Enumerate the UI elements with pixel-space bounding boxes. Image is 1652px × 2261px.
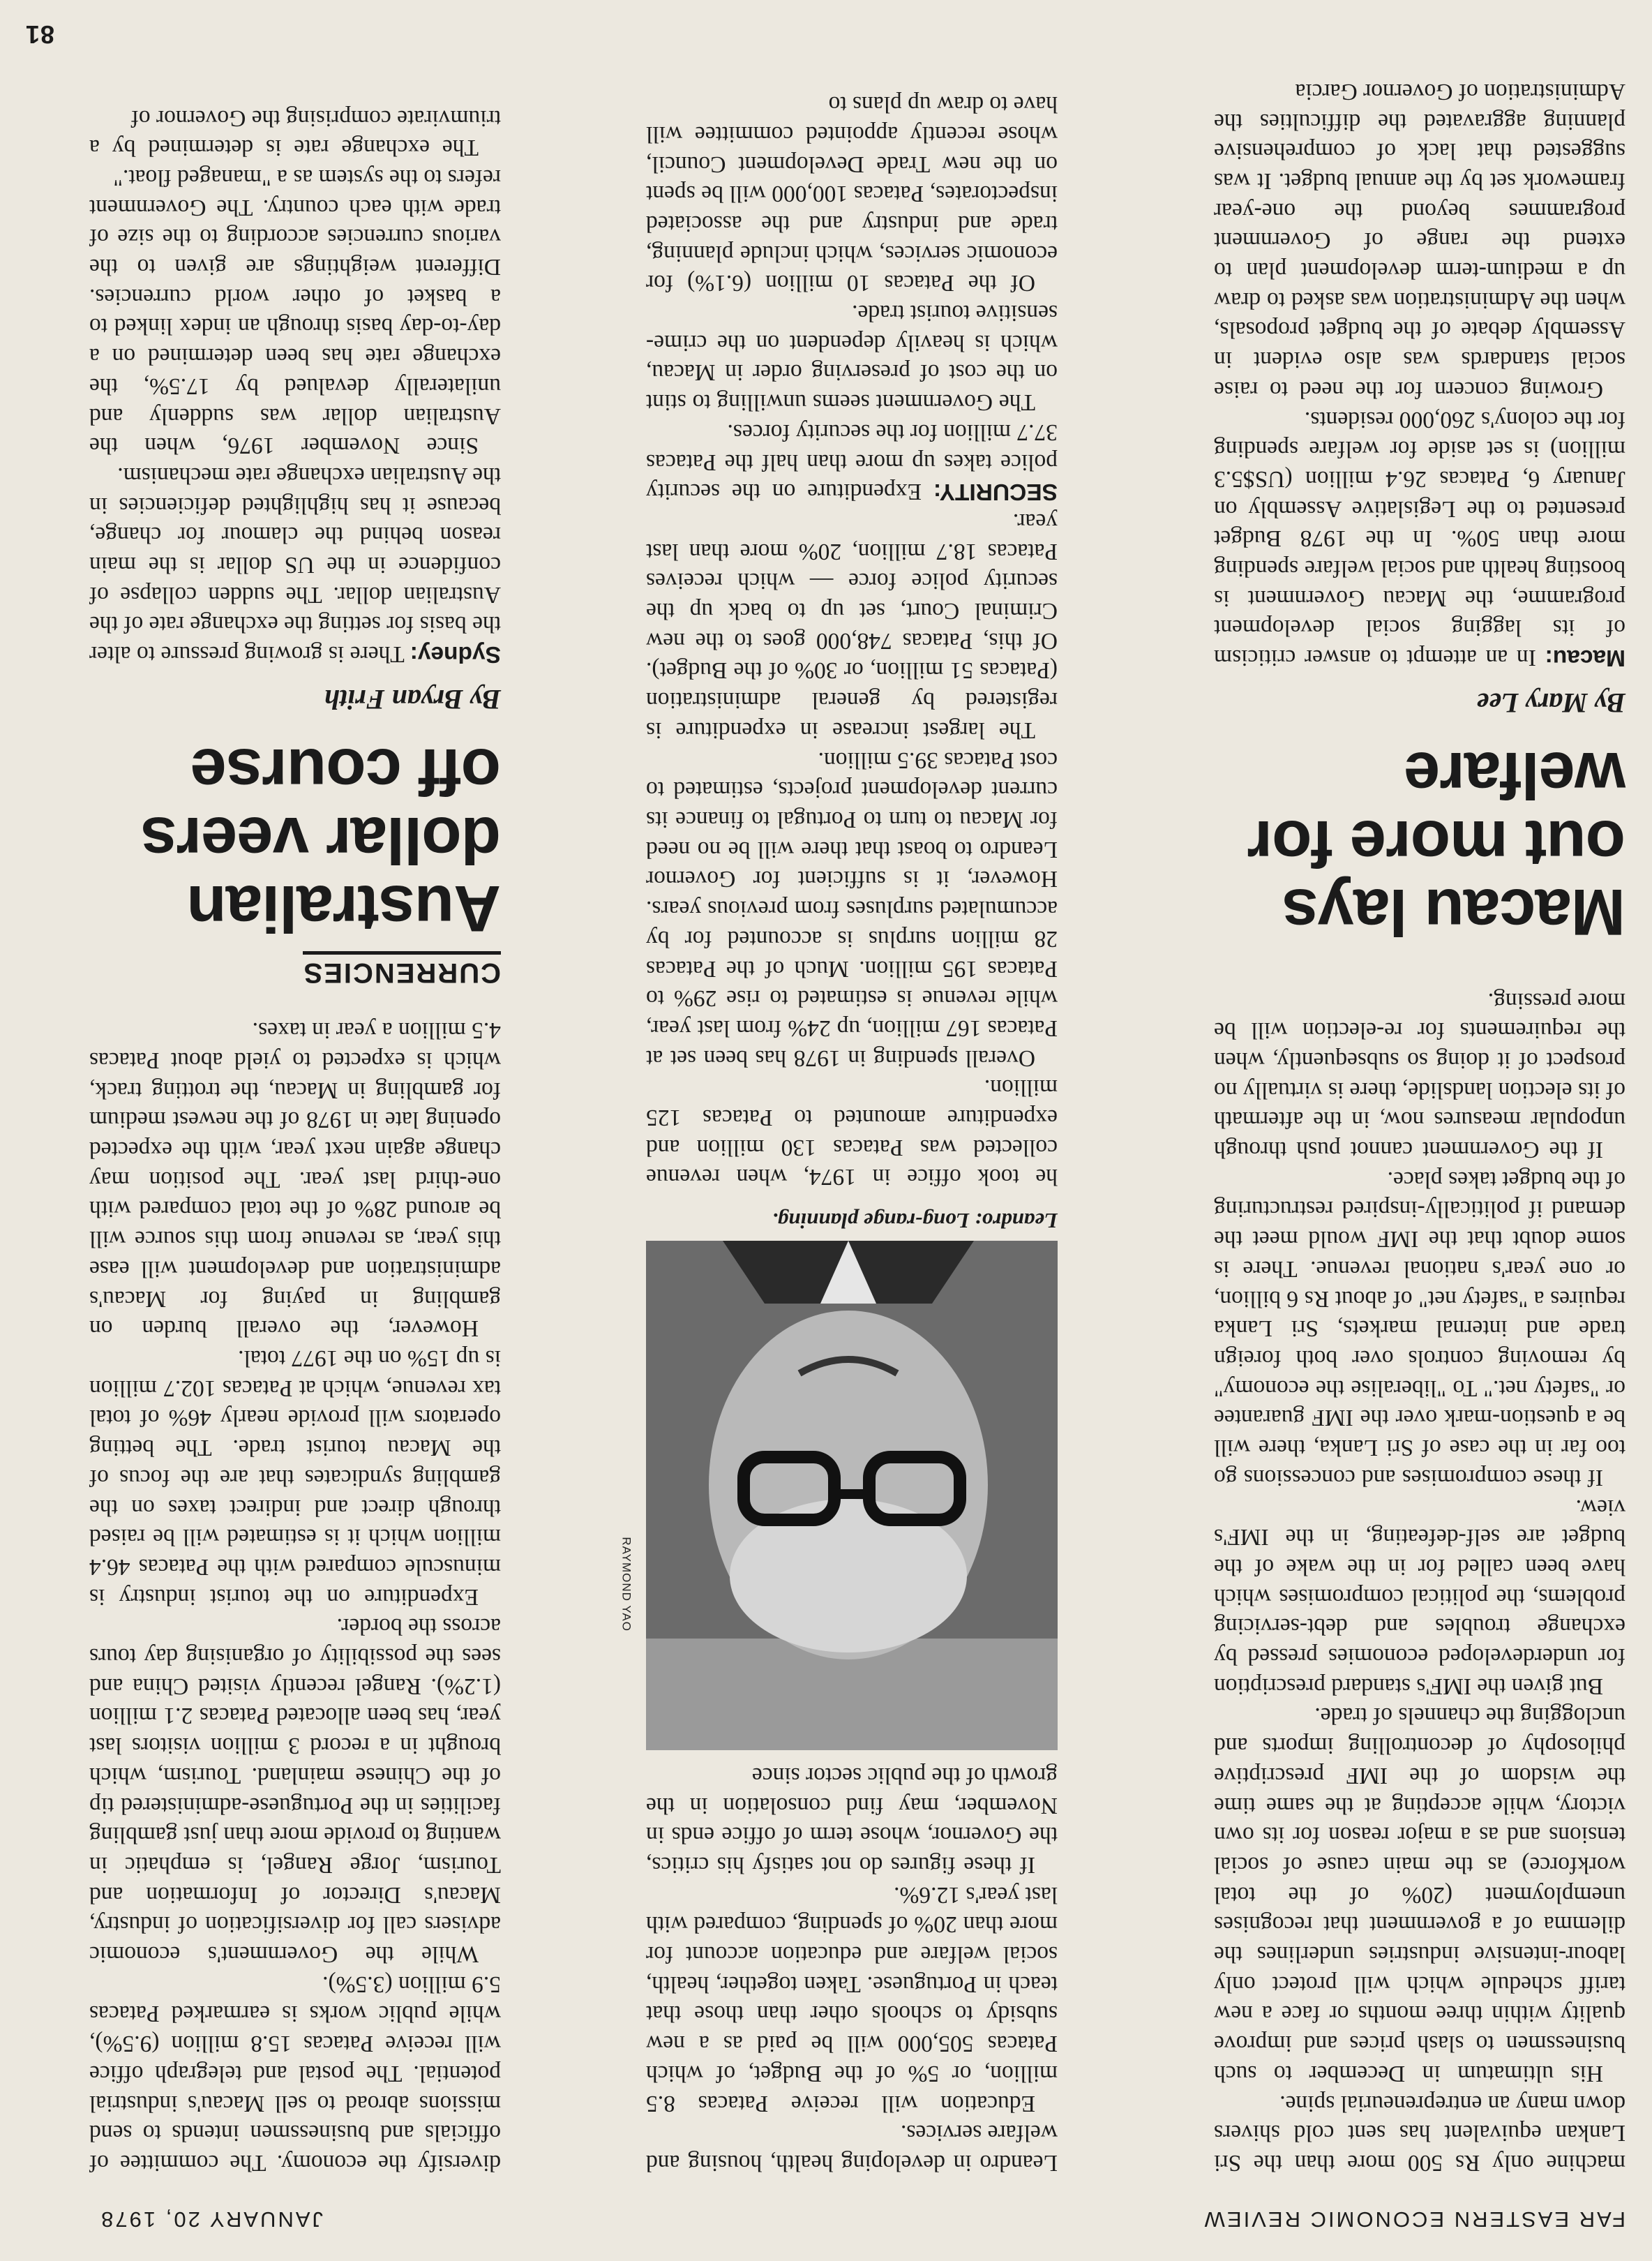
paragraph: If these compromises and concessions go too far in the case of Sri Lanka, there will be a question-mark over the IMF guarantee or "safety net." To "liberalise the economy" by removing controls over both foreign trade and internal markets, Sri Lanka requires a "safety net" of about Rs 6 billion, or one year's national revenue. There is some doubt that the IMF would meet the demand if politically-inspired restructuring of the budget takes place.	[1214, 1166, 1625, 1491]
paragraph: The exchange rate is determined by a triumvirate comprising the Governor of	[89, 105, 501, 161]
column-1	[1214, 76, 1625, 2177]
paragraph-text: There is growing pressure to alter the basis for setting the exchange rate of the Australian dollar. The sudden collapse of confidence in the US dollar is the main reason behind the clamour for change, because it has highlighted deficiencies in the Australian exchange rate mechanism.	[89, 462, 501, 668]
running-header-publication: FAR EASTERN ECONOMIC REVIEW	[1202, 2207, 1625, 2232]
paragraph: he took office in 1974, when revenue collected was Patacas 130 million and expenditure amounted to Patacas 125 million.	[646, 1075, 1058, 1191]
portrait-illustration	[646, 1241, 1058, 1750]
dateline-macau: Macau:	[1545, 645, 1625, 671]
paragraph-lead	[1214, 404, 1625, 672]
byline-bryan-frith: By Bryan Frith	[324, 683, 501, 715]
section-kicker-currencies: CURRENCIES	[303, 951, 501, 987]
photo-credit: RAYMOND YAO	[620, 1537, 633, 1632]
byline-mary-lee: By Mary Lee	[1476, 687, 1625, 719]
paragraph: While the Government's economic advisers call for diversification of industry, Macau's Director of Information and Tourism, Jorge Rangel, is emphatic in wanting to provide more than just gambling facilities in the Portuguese-administered tip of the Chinese mainland. Tourism, which brought in a record 3 million visitors last year, has been allocated Patacas 2.1 million (1.2%). Rangel recently visited China and sees the possibility of organising day tours across the border.	[89, 1613, 501, 1968]
paragraph: Leandro in developing health, housing and welfare services.	[646, 2120, 1058, 2176]
photo-caption: Leandro: Long-range planning.	[772, 1209, 1058, 1234]
paragraph-lead	[89, 460, 501, 669]
paragraph: If these figures do not satisfy his critics, the Governor, whose term of office ends in November, may find consolation in the growth of the public sector since	[646, 1762, 1058, 1878]
paragraph: diversify the economy. The committee of officials and businessmen intends to send missions abroad to sell Macau's industrial potential. The postal and telegraph office will receive Patacas 15.8 million (9.5%), while public works is earmarked Patacas 5.9 million (3.5%).	[89, 1971, 501, 2176]
paragraph: Education will receive Patacas 8.5 million, or 5% of the Budget, of which Patacas 505,000 will be paid as a new subsidy to schools other than those that teach in Portuguese. Taken together, health, social welfare and education account for more than 20% of spending, compared with last year's 12.6%.	[646, 1881, 1058, 2117]
paragraph-text: Expenditure on the security police takes up more than half the Patacas 37.7 million for the security forces.	[646, 419, 1058, 505]
paragraph: His ultimatum in December to such businessmen to slash prices and improve quality within three months or face a new tariff schedule which will protect only labour-intensive industries underlines the dilemma of a government that recognises unemployment (20% of the total workforce) as the main cause of social tensions and as a major reason for its own victory, while accepting at the same time the wisdom of the IMF prescriptive philosophy of decontrolling imports and unclogging the channels of trade.	[1214, 1703, 1625, 2087]
photo-leandro	[620, 1241, 1058, 1750]
column-2	[620, 89, 1058, 2177]
dateline-sydney: Sydney:	[410, 641, 501, 668]
column-3	[89, 103, 501, 2177]
paragraph: But given the IMF's standard prescription for underdeveloped economies pressed by exchange troubles and debt-servicing problems, the political compromises which have been called for in the wake of the budget are self-defeating, in the IMF's view.	[1214, 1494, 1625, 1699]
running-header-date: JANUARY 20, 1978	[99, 2207, 323, 2232]
paragraph: However, the overall burden on gambling in paying for Macau's administration and development will ease this year, as revenue from this source will be around 28% of the total compared with one-third last year. The position may change again next year, with the expected opening late in 1978 of the newest medium for gambling in Macau, the trotting track, which is expected to yield about Patacas 4.5 million a year in taxes.	[89, 1017, 501, 1342]
paragraph-text: In an attempt to answer criticism of its lagging social development programme, the Macau Government is boosting health and social welfare spending more than 50%. In the 1978 Budget presented to the Legislative Assembly on January 6, Patacas 26.4 million (US$5.3 million) is set aside for welfare spending for the colony's 260,000 residents.	[1213, 406, 1625, 671]
paragraph: Growing concern for the need to raise social standards was also evident in Assembly debate of the budget proposals, when the Administration was asked to draw up a medium-term development plan to extend the range of Government programmes beyond the one-year framework set by the annual budget. It was suggested that lack of comprehensive planning aggravated the difficulties the Administration of Governor Garcia	[1214, 78, 1625, 403]
paragraph: If the Government cannot push through unpopular measures now, in the aftermath of its election landslide, there is virtually no prospect of it doing so subsequently, when the requirements for re-election will be more pressing.	[1214, 987, 1625, 1163]
article-headline-australian-dollar: Australian dollar veers off course	[141, 735, 501, 946]
paragraph: The Government seems unwilling to stint on the cost of preserving order in Macau, which is heavily dependent on the crime-sensitive tourist trade.	[646, 300, 1058, 416]
page-number: 81	[24, 20, 54, 49]
paragraph-lead	[646, 417, 1058, 506]
subhead-security: SECURITY:	[933, 479, 1058, 505]
paragraph: The largest increase in expenditure is registered by general administration (Patacas 51 million, or 30% of the Budget). Of this, Patacas 748,000 goes to the new Criminal Court, set up to back up the security police force — which receives Patacas 18.7 million, 20% more than last year.	[646, 508, 1058, 743]
paragraph: Of the Patacas 10 million (6.1%) for economic services, which include planning, trade and industry and the associated inspectorates, Patacas 100,000 will be spent on the new Trade Development Council, whose recently appointed committee will have to draw up plans to	[646, 91, 1058, 297]
article-headline-macau: Macau lays out more for welfare	[1247, 738, 1625, 949]
paragraph: Since November 1976, when the Australian dollar was suddenly and unilaterally devalued by 17.5%, the exchange rate has been determined on a day-to-day basis through an index linked to a basket of other world currencies. Different weightings are given to the various currencies according to the size of trade with each country. The Government refers to the system as a "managed float."	[89, 164, 501, 459]
paragraph: Overall spending in 1978 has been set at Patacas 167 million, up 24% from last year, while revenue is estimated to rise 29% to Patacas 195 million. Much of the Patacas 28 million surplus is accounted for by accumulated surpluses from previous years. However, it is sufficient for Governor Leandro to boast that there will be no need for Macau to turn to Portugal to finance its current development projects, estimated to cost Patacas 39.5 million.	[646, 747, 1058, 1071]
paragraph: Expenditure on the tourist industry is minuscule compared with the Patacas 46.4 million which it is estimated will be raised through direct and indirect taxes on the gambling syndicates that are the focus of the Macau tourist trade. The betting operators will provide nearly 46% of total tax revenue, which at Patacas 102.7 million is up 15% on the 1977 total.	[89, 1345, 501, 1610]
paragraph: machine only Rs 500 more than the Sri Lankan equivalent has sent cold shivers down many an entrepreneurial spine.	[1214, 2090, 1625, 2176]
